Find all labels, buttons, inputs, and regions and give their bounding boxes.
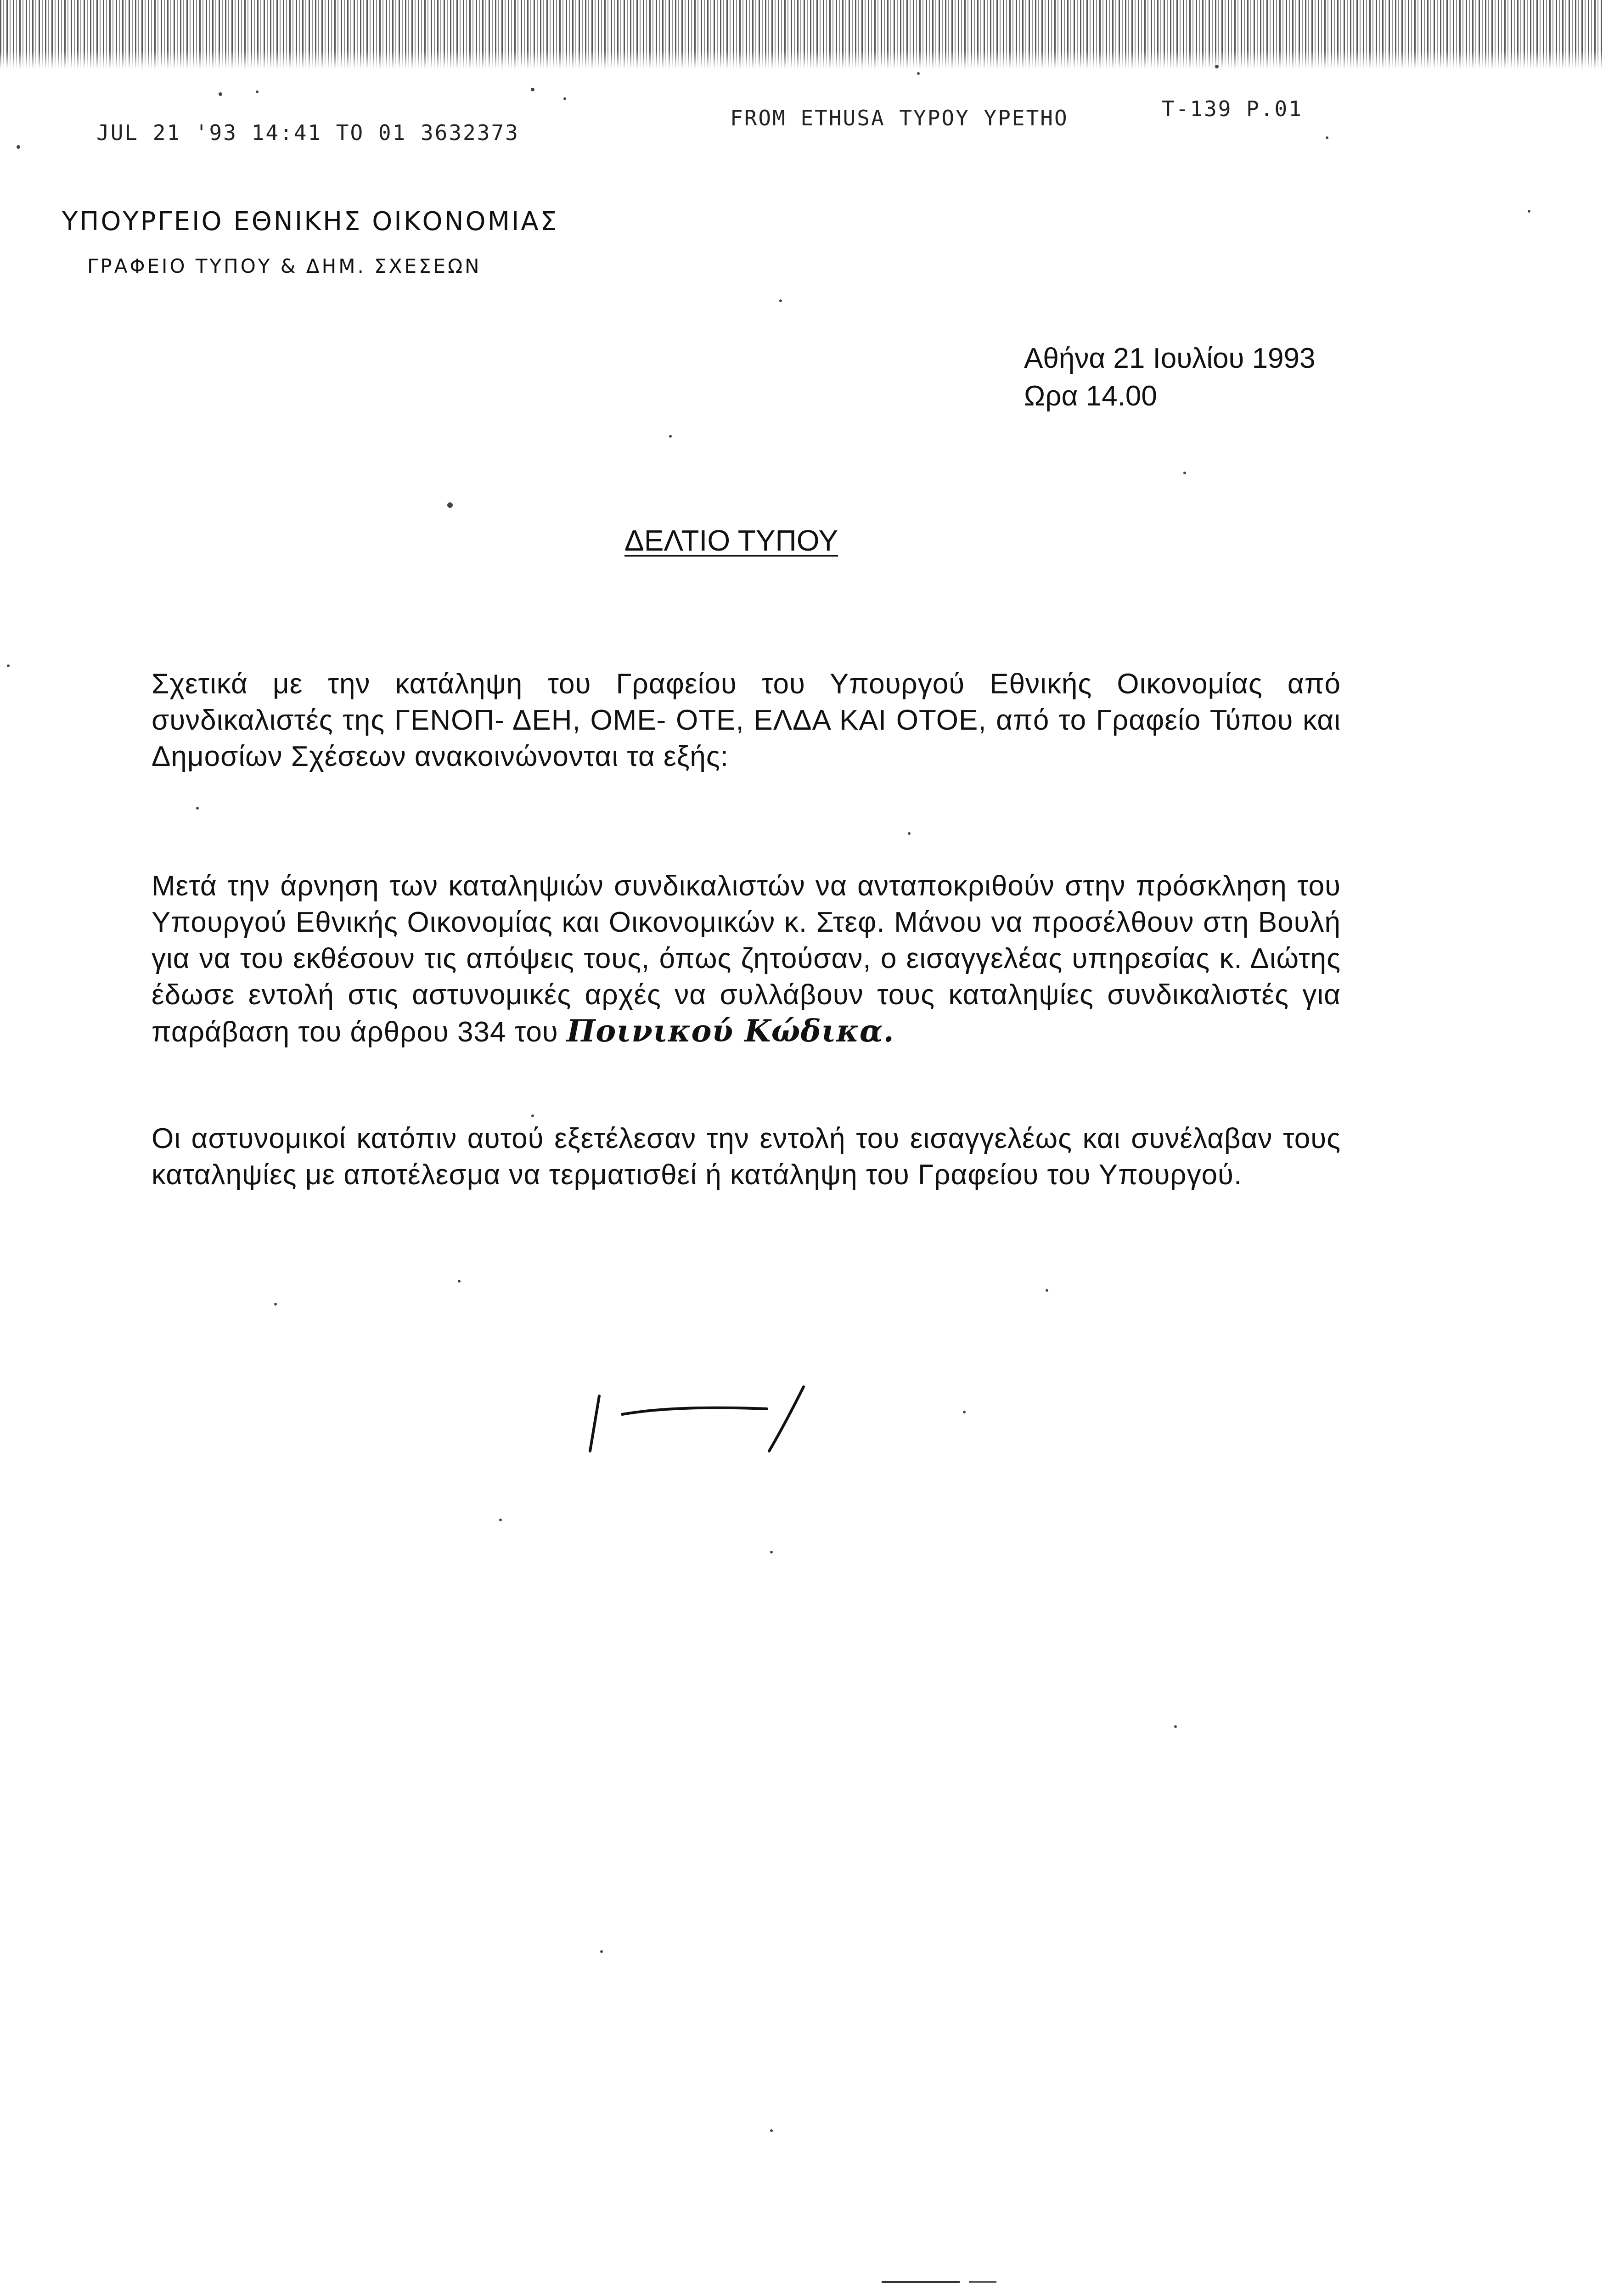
document-title: ΔΕΛΤΙΟ ΤΥΠΟΥ xyxy=(624,524,838,557)
body-paragraph-1: Σχετικά με την κατάληψη του Γραφείου του Υπουργού Εθνικής Οικονομίας από συνδικαλιστές της ΓΕΝΟΠ- ΔΕΗ, ΟΜΕ- ΟΤΕ, ΕΛΔΑ ΚΑΙ ΟΤΟΕ, από το Γραφείο Τύπου και Δημοσίων Σχέσεων ανακοινώνονται τα εξής: xyxy=(152,668,1341,772)
fax-from-line: FROM ETHUSA TYPOY YPETHO xyxy=(730,106,1069,130)
dateline-time: Ωρα 14.00 xyxy=(1024,380,1157,412)
handwritten-correction: Ποινικού Κώδικα. xyxy=(566,1013,894,1049)
bottom-edge-mark xyxy=(882,2280,1001,2285)
body-paragraph-2 xyxy=(152,868,1341,1050)
fax-sent-line: JUL 21 '93 14:41 TO 01 3632373 xyxy=(96,120,519,145)
closing-mark xyxy=(583,1378,813,1469)
dateline xyxy=(1024,340,1316,415)
body-paragraph-2-text: Μετά την άρνηση των καταληψιών συνδικαλιστών να ανταποκριθούν στην πρόσκληση του Υπουργού Εθνικής Οικονομίας και Οικονομικών κ. Στεφ. Μάνου να προσέλθουν στη Βουλή για να του εκθέσουν τις απόψεις τους, όπως ζητούσαν, ο εισαγγελέας υπηρεσίας κ. Διώτης έδωσε εντολή στις αστυνομικές αρχές να συλλάβουν τους καταληψίες συνδικαλιστές για παράβαση του άρθρου 334 του xyxy=(152,870,1341,1048)
fax-header xyxy=(0,96,1603,145)
letterhead-office: ΓΡΑΦΕΙΟ ΤΥΠΟΥ & ΔΗΜ. ΣΧΕΣΕΩΝ xyxy=(87,255,482,277)
body-paragraph-3: Οι αστυνομικοί κατόπιν αυτού εξετέλεσαν την εντολή του εισαγγελέως και συνέλαβαν τους καταληψίες με αποτέλεσμα να τερματισθεί ή κατάληψη του Γραφείου του Υπουργού. xyxy=(152,1123,1341,1191)
dateline-date: Αθήνα 21 Ιουλίου 1993 xyxy=(1024,343,1316,374)
letterhead-ministry: ΥΠΟΥΡΓΕΙΟ ΕΘΝΙΚΗΣ ΟΙΚΟΝΟΜΙΑΣ xyxy=(62,207,559,236)
fax-page-number: T-139 P.01 xyxy=(1162,96,1303,121)
